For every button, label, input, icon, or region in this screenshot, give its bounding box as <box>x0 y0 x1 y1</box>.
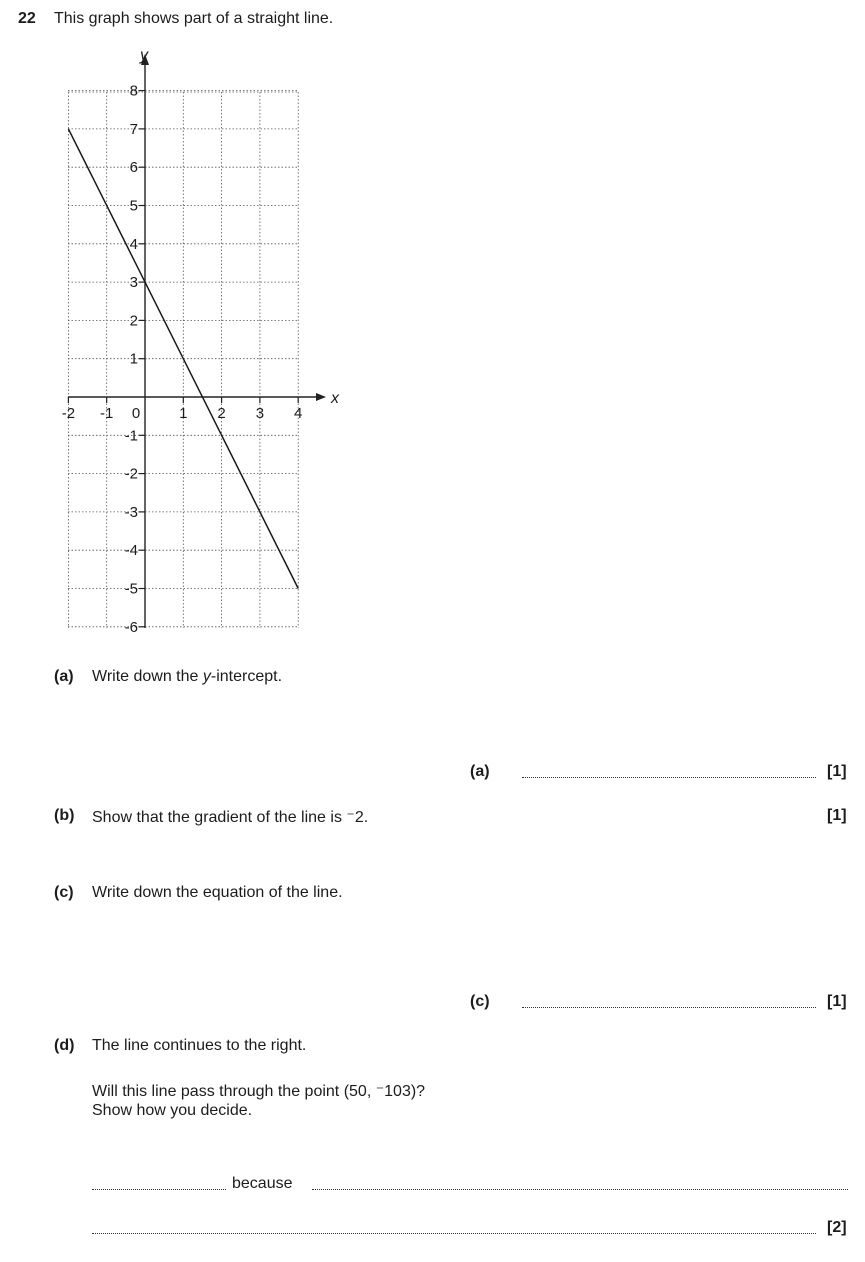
axes <box>68 47 340 628</box>
x-tick-label: -2 <box>61 405 76 422</box>
part-c-answer-label: (c) <box>470 993 490 1010</box>
part-b-prompt: Show that the gradient of the line is ⁻2. <box>92 809 369 826</box>
part-a-label: (a) <box>54 668 74 685</box>
part-d-question: Will this line pass through the point (50, ⁻103)? <box>92 1083 426 1100</box>
y-tick-label: 3 <box>129 274 138 292</box>
y-axis-label: y <box>140 47 148 64</box>
part-d-because: because <box>232 1175 293 1192</box>
part-b-marks: [1] <box>827 807 847 824</box>
part-b-label: (b) <box>54 807 75 824</box>
question-stem: This graph shows part of a straight line. <box>54 10 334 27</box>
x-tick-label: 1 <box>179 405 188 422</box>
y-tick-label: -4 <box>124 542 138 560</box>
y-tick-label: 2 <box>129 312 138 330</box>
y-tick-label: -3 <box>124 503 138 521</box>
x-tick-label: 3 <box>255 405 265 422</box>
part-d-reason-line-2[interactable] <box>92 1233 816 1234</box>
y-tick-label: -6 <box>124 618 138 636</box>
x-axis-label: x <box>331 390 339 407</box>
part-a-prompt-start: Write down the <box>92 668 203 685</box>
part-d-label: (d) <box>54 1037 75 1054</box>
x-tick-label: 2 <box>217 405 226 422</box>
part-c-label: (c) <box>54 884 74 901</box>
part-c-prompt: Write down the equation of the line. <box>92 884 343 901</box>
part-d-prompt: The line continues to the right. <box>92 1037 307 1054</box>
x-axis-arrow-icon <box>316 393 326 401</box>
y-tick-label: -5 <box>124 580 138 598</box>
part-c-answer-line[interactable] <box>522 1007 816 1008</box>
part-a-answer-line[interactable] <box>522 777 816 778</box>
y-tick-label: 6 <box>129 159 138 177</box>
part-d-marks: [2] <box>827 1219 847 1236</box>
y-tick-label: 1 <box>129 350 138 368</box>
y-tick-label: 5 <box>129 197 138 215</box>
x-tick-label: 0 <box>131 405 141 422</box>
part-a-marks: [1] <box>827 763 847 780</box>
y-tick-label: -1 <box>124 427 138 445</box>
x-tick-label: 4 <box>294 405 303 422</box>
x-tick-label: -1 <box>100 405 114 422</box>
part-a-prompt-end: -intercept. <box>210 668 283 685</box>
part-a-prompt <box>92 668 282 686</box>
part-d-reason-line-1[interactable] <box>312 1189 848 1190</box>
y-tick-label: 8 <box>129 82 138 100</box>
part-c-marks: [1] <box>827 993 847 1010</box>
y-tick-label: 4 <box>129 235 138 253</box>
part-d-instruction: Show how you decide. <box>92 1102 253 1119</box>
part-a-answer-label: (a) <box>470 763 490 780</box>
y-tick-label: 7 <box>129 120 138 138</box>
question-number: 22 <box>18 10 36 27</box>
ticks <box>62 83 303 636</box>
part-d-answer-line[interactable] <box>92 1189 226 1190</box>
y-tick-label: -2 <box>124 465 138 483</box>
part-a-prompt-variable: y <box>202 668 211 685</box>
